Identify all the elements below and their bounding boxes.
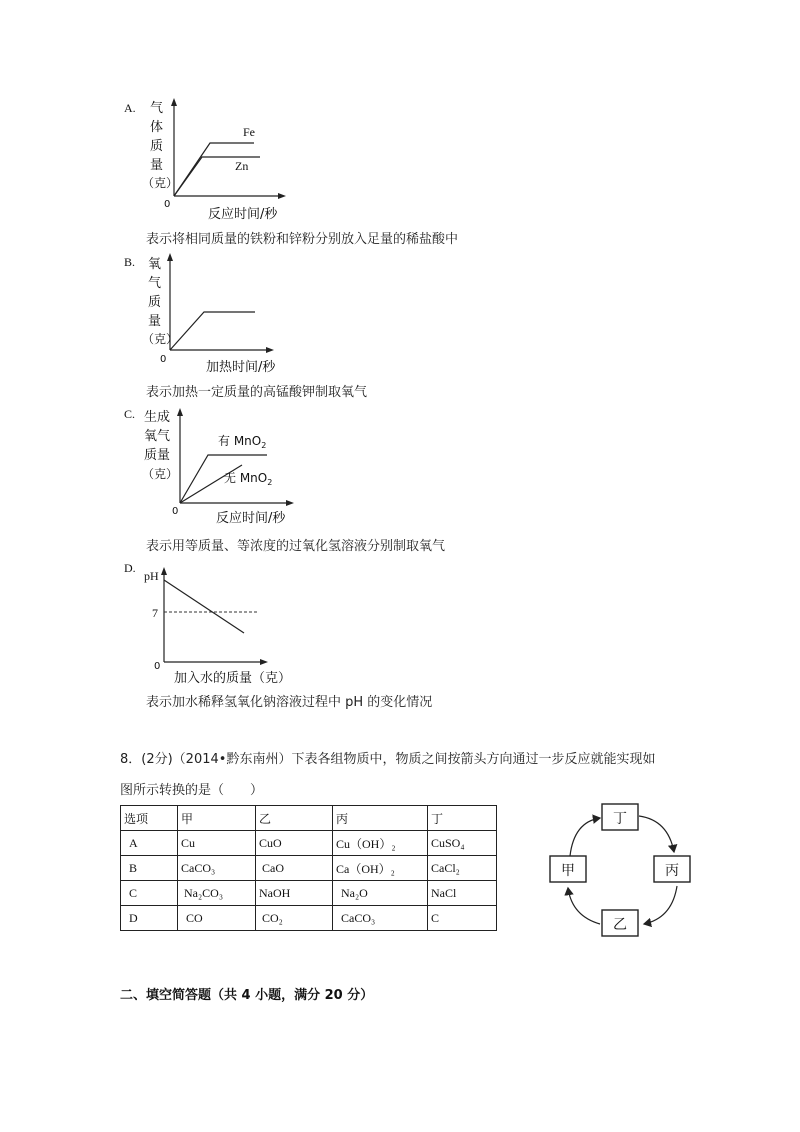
table-header-cell: 甲 <box>178 806 256 831</box>
node-yi: 乙 <box>613 917 627 933</box>
graph-a-ylabel-1: 气 <box>150 101 164 116</box>
table-cell: NaOH <box>256 881 333 906</box>
table-cell: Cu <box>178 831 256 856</box>
table-row <box>121 906 497 931</box>
graph-b-ylabel-1: 氧 <box>148 257 162 272</box>
arrow-yi-to-jia <box>568 888 600 924</box>
table-cell: D <box>121 906 178 931</box>
option-a-label: A. <box>124 101 136 115</box>
table-row <box>121 831 497 856</box>
graph-b-origin: 0 <box>160 354 167 365</box>
table-cell: CuO <box>256 831 333 856</box>
graph-a-ylabel-4: 量 <box>150 158 164 173</box>
graph-b-ylabel-4: 量 <box>148 314 162 329</box>
option-b-label: B. <box>124 255 136 269</box>
graph-a-ylabel-3: 质 <box>150 139 164 154</box>
graph-d-line <box>164 580 244 633</box>
table-cell: CO₂ <box>256 906 333 931</box>
table-row <box>121 856 497 881</box>
graph-c-without-mno2-label: 无 MnO$_2$ <box>224 471 273 487</box>
table-cell: B <box>121 856 178 881</box>
graph-c-ylabel-2: 氧气 <box>144 429 171 444</box>
table-cell: CuSO₄ <box>428 831 497 856</box>
table-cell: CaCO₃ <box>333 906 428 931</box>
graph-c-x-arrow <box>286 500 294 506</box>
question-8-line1: 8．(2分)（2014•黔东南州）下表各组物质中，物质之间按箭头方向通过一步反应就能实现如 <box>120 752 656 767</box>
graph-c-origin: 0 <box>172 506 179 517</box>
table-cell: NaCl <box>428 881 497 906</box>
graph-a-y-arrow <box>171 98 177 106</box>
graph-b-caption: 表示加热一定质量的高锰酸钾制取氧气 <box>146 385 368 400</box>
options-table <box>120 805 497 931</box>
table-header-cell: 乙 <box>256 806 333 831</box>
table-cell: CO <box>178 906 256 931</box>
option-d-label: D. <box>124 561 136 575</box>
graph-a-ylabel-5: （克） <box>142 176 179 190</box>
graph-c-ylabel-3: 质量 <box>144 448 171 463</box>
graph-a-xlabel: 反应时间/秒 <box>208 207 278 222</box>
graph-b-line <box>170 312 255 350</box>
graph-c-ylabel-4: （克） <box>142 467 179 481</box>
graph-c-with-mno2-label: 有 MnO$_2$ <box>218 434 267 450</box>
table-row <box>121 881 497 906</box>
node-jia: 甲 <box>561 863 575 879</box>
table-header-cell: 丁 <box>428 806 497 831</box>
graph-d <box>140 562 320 686</box>
graph-b-y-arrow <box>167 253 173 261</box>
graph-b-ylabel-2: 气 <box>148 276 162 291</box>
arrow-jia-to-ding <box>570 818 600 856</box>
graph-b-ylabel-3: 质 <box>148 295 162 310</box>
node-ding: 丁 <box>613 811 627 827</box>
arrow-bing-to-yi <box>644 886 677 924</box>
section-2-heading: 二、填空简答题（共 4 小题，满分 20 分） <box>120 988 374 1003</box>
graph-d-seven: 7 <box>152 606 158 620</box>
graph-a-origin: 0 <box>164 199 171 210</box>
table-cell: CaO <box>256 856 333 881</box>
table-cell: C <box>121 881 178 906</box>
cycle-diagram <box>540 800 710 945</box>
table-cell: C <box>428 906 497 931</box>
node-bing: 丙 <box>665 863 679 879</box>
graph-d-ylabel: pH <box>144 569 159 583</box>
table-cell: Na₂CO₃ <box>178 881 256 906</box>
graph-c-y-arrow <box>177 408 183 416</box>
table-header-cell: 丙 <box>333 806 428 831</box>
graph-b-x-arrow <box>266 347 274 353</box>
arrow-ding-to-bing <box>639 816 674 852</box>
graph-c-caption: 表示用等质量、等浓度的过氧化氢溶液分别制取氧气 <box>146 539 446 554</box>
graph-a-zn-label: Zn <box>235 159 249 173</box>
graph-c-xlabel: 反应时间/秒 <box>216 511 286 526</box>
table-cell: Cu（OH）₂ <box>333 831 428 856</box>
table-cell: CaCO₃ <box>178 856 256 881</box>
table-header-cell: 选项 <box>121 806 178 831</box>
table-header-row <box>121 806 497 831</box>
option-c-label: C. <box>124 407 136 421</box>
graph-d-x-arrow <box>260 659 268 665</box>
table-cell: A <box>121 831 178 856</box>
graph-c-ylabel-1: 生成 <box>144 410 171 425</box>
graph-d-xlabel: 加入水的质量（克） <box>174 671 292 686</box>
graph-a-caption: 表示将相同质量的铁粉和锌粉分别放入足量的稀盐酸中 <box>146 232 459 247</box>
graph-a-fe-label: Fe <box>243 125 255 139</box>
table-cell: CaCl₂ <box>428 856 497 881</box>
graph-a-ylabel-2: 体 <box>150 120 164 135</box>
graph-b-ylabel-5: （克） <box>142 332 179 346</box>
question-8-line2: 图所示转换的是（ ） <box>120 783 264 798</box>
graph-b-xlabel: 加热时间/秒 <box>206 360 276 375</box>
graph-c <box>140 405 320 527</box>
table-cell: Na₂O <box>333 881 428 906</box>
graph-b <box>140 250 320 376</box>
graph-a-x-arrow <box>278 193 286 199</box>
graph-d-origin: 0 <box>154 661 161 672</box>
graph-a <box>140 96 320 224</box>
graph-d-y-arrow <box>161 567 167 575</box>
table-cell: Ca（OH）₂ <box>333 856 428 881</box>
graph-d-caption: 表示加水稀释氢氧化钠溶液过程中 pH 的变化情况 <box>146 695 433 710</box>
